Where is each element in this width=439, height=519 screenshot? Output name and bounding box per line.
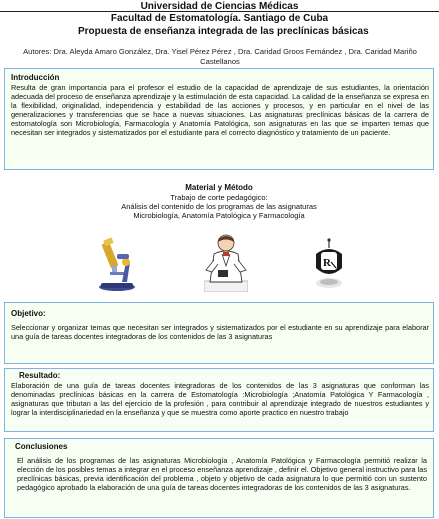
doctor-icon [204, 234, 248, 292]
metodo-line-1: Trabajo de corte pedagógico: [170, 193, 268, 202]
conclusiones-title: Conclusiones [15, 442, 68, 451]
header-divider [0, 11, 439, 12]
objetivo-title: Objetivo: [11, 309, 46, 318]
introduccion-title: Introducción [11, 73, 60, 82]
university-name: Universidad de Ciencias Médicas [140, 1, 299, 12]
objetivo-section [4, 302, 434, 364]
resultado-title: Resultado: [19, 371, 61, 380]
introduccion-section [4, 68, 434, 170]
svg-text:R: R [323, 257, 331, 269]
authors-line: Autores: Dra. Aleyda Amaro González, Dra. Yisel Pérez Pérez , Dra. Caridad Groos Fernández , Dra. Caridad Mariño Castellanos [23, 47, 417, 66]
resultado-section [4, 368, 434, 432]
poster-title: Propuesta de enseñanza integrada de las preclínicas básicas [78, 26, 369, 37]
conclusiones-section [4, 438, 434, 518]
metodo-line-3: Microbiología, Anatomía Patológica y Farmacología [133, 211, 305, 220]
introduccion-text: Resulta de gran importancia para el profesor el estudio de la capacidad de aprendizaje de sus estudiantes, la orientación adecuada del proceso de enseñanza aprendizaje y la estimulación de esta capacidad. La calidad de la enseñanza se expresa en la flexibilidad, originalidad, independencia y estabilidad de las acciones y procesos, y en particular en el nivel de las generalizaciones y transferencias que se hace a nuevas situaciones. Las asignaturas preclínicas básicas de la carrera de estomatología son Microbiología, Farmacología y Anatomía Patológica, son asignaturas en las que se imparten temas que necesitan ser integrados y sistematizados por el estudiante para el correcto diagnóstico y tratamiento de un paciente. [11, 83, 429, 137]
resultado-text: Elaboración de una guía de tareas docentes integradoras de los contenidos de las 3 asignaturas que conforman las denominadas preclínicas básicas en la carrera de Estomatología :Microbiología ;Anatomía Patológica Y Farmacología , asignaturas que tributan a las del ejercicio de la profesión , para contribuir al aprendizaje integrado de nuestros estudiantes y lograr la interdisciplinariedad en la enseñanza y que se muestra como aporte practico en nuestro trabajo [11, 381, 429, 417]
pharmacy-icon [310, 238, 348, 292]
faculty-name: Facultad de Estomatología. Santiago de Cuba [110, 13, 329, 24]
metodo-line-2: Análisis del contenido de los programas de las asignaturas [121, 202, 317, 211]
metodo-title: Material y Método [185, 183, 253, 192]
conclusiones-text: El análisis de los programas de las asignaturas Microbiología , Anatomía Patológica y Farmacología permitió realizar la elección de los posibles temas a integrar en el proceso enseñanza aprendizaje , definir el. Objetivo general instructivo para las preclínicas básicas, previa identificación del problema , objeto y objetivo de cada asignatura lo que permitió con un sustento pedagógico aprobado la elaboración de una guía de tareas docentes integradoras de los contenidos de las 3 asignaturas. [17, 456, 427, 492]
metodo-section [4, 180, 434, 295]
poster-header [0, 0, 439, 47]
objetivo-text: Seleccionar y organizar temas que necesitan ser integrados y sistematizados por el estudiante en su aprendizaje para elaborar una guía de tareas docentes integradoras de los contenidos de las 3 asignaturas [11, 323, 429, 341]
microscope-icon [96, 236, 138, 292]
